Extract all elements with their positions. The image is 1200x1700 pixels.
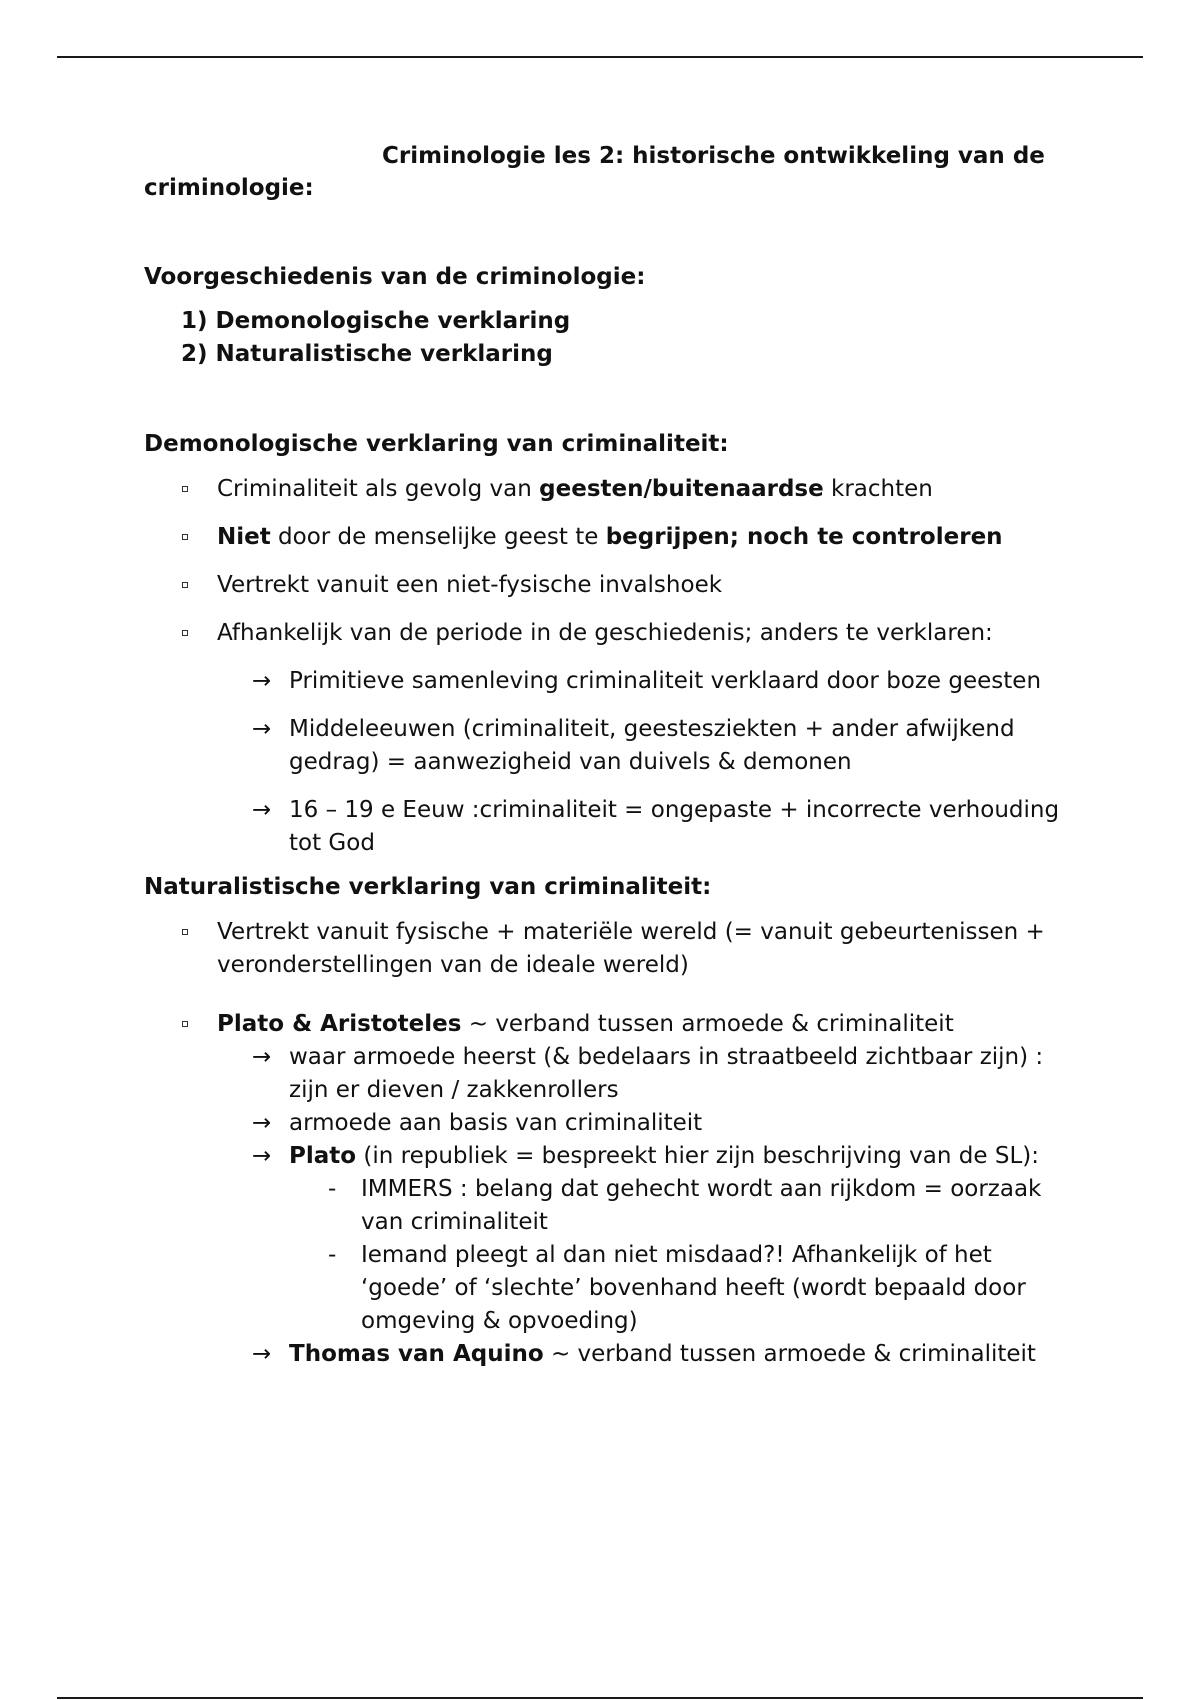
arrow-item: → Thomas van Aquino ~ verband tussen armoede & criminaliteit: [144, 1338, 1064, 1371]
arrow-icon: →: [252, 668, 272, 694]
footer-rule: [57, 1697, 1143, 1699]
bullet-item: Afhankelijk van de periode in de geschiedenis; anders te verklaren:: [144, 617, 1064, 650]
square-bullet-icon: [182, 582, 188, 588]
arrow-icon: →: [252, 1143, 272, 1169]
bullet-item: Plato & Aristoteles ~ verband tussen armoede & criminaliteit: [144, 1008, 1064, 1041]
square-bullet-icon: [182, 534, 188, 540]
square-bullet-icon: [182, 1021, 188, 1027]
dash-marker: -: [328, 1242, 337, 1268]
arrow-icon: →: [252, 1341, 272, 1367]
bullet-item: Criminaliteit als gevolg van geesten/buitenaardse krachten: [144, 473, 1064, 506]
arrow-icon: →: [252, 1110, 272, 1136]
arrow-item: → waar armoede heerst (& bedelaars in straatbeeld zichtbaar zijn) : zijn er dieven / zakkenrollers: [144, 1041, 1064, 1107]
heading-demonological: Demonologische verklaring van criminaliteit:: [144, 431, 729, 457]
arrow-item: → Primitieve samenleving criminaliteit verklaard door boze geesten: [144, 665, 1064, 698]
bullet-item: Vertrekt vanuit een niet-fysische invalshoek: [144, 569, 1064, 602]
square-bullet-icon: [182, 486, 188, 492]
heading-prehistory: Voorgeschiedenis van de criminologie:: [144, 264, 646, 290]
square-bullet-icon: [182, 630, 188, 636]
numbered-item-2: 2) Naturalistische verklaring: [181, 341, 553, 367]
square-bullet-icon: [182, 929, 188, 935]
numbered-item-1: 1) Demonologische verklaring: [181, 308, 571, 334]
bullet-item: Niet door de menselijke geest te begrijpen; noch te controleren: [144, 521, 1064, 554]
heading-naturalistic: Naturalistische verklaring van criminaliteit:: [144, 874, 712, 900]
arrow-item: → Plato (in republiek = bespreekt hier zijn beschrijving van de SL):: [144, 1140, 1064, 1173]
dash-marker: -: [328, 1176, 337, 1202]
page-title: Criminologie les 2: historische ontwikkeling van de criminologie:: [144, 143, 1045, 201]
document-page: [144, 140, 1064, 1371]
dash-item: - IMMERS : belang dat gehecht wordt aan rijkdom = oorzaak van criminaliteit: [144, 1173, 1064, 1239]
arrow-item: → Middeleeuwen (criminaliteit, geestesziekten + ander afwijkend gedrag) = aanwezigheid van duivels & demonen: [144, 713, 1064, 779]
dash-item: - Iemand pleegt al dan niet misdaad?! Afhankelijk of het ‘goede’ of ‘slechte’ bovenhand heeft (wordt bepaald door omgeving & opvoeding): [144, 1239, 1064, 1338]
arrow-item: → 16 – 19 e Eeuw :criminaliteit = ongepaste + incorrecte verhouding tot God: [144, 794, 1064, 860]
arrow-icon: →: [252, 716, 272, 742]
header-rule: [57, 56, 1143, 58]
arrow-icon: →: [252, 797, 272, 823]
arrow-icon: →: [252, 1044, 272, 1070]
arrow-item: → armoede aan basis van criminaliteit: [144, 1107, 1064, 1140]
bullet-item: Vertrekt vanuit fysische + materiële wereld (= vanuit gebeurtenissen + veronderstellingen van de ideale wereld): [144, 916, 1064, 982]
